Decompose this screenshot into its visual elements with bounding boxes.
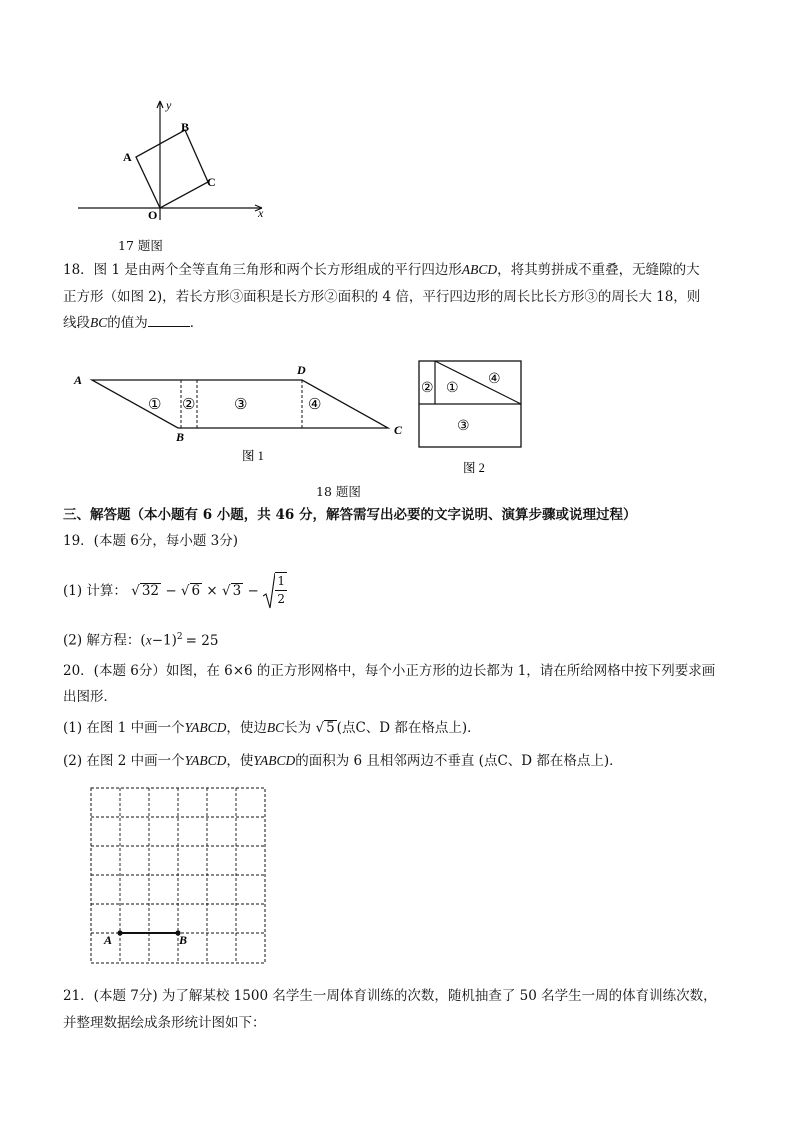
y-axis-label: y [166, 98, 172, 112]
q19-p2-exponent: 2 [176, 632, 183, 642]
q18-line-1 [63, 260, 700, 280]
fig18-point-c: C [394, 423, 403, 437]
sq-region-2: ② [421, 381, 434, 396]
q19-part-2: (2) 解方程：$(x-1)^2 = 25$ [63, 632, 219, 649]
q19-radical-icon [263, 572, 275, 610]
q19-heading: 19．(本题 6分，每小题 3分) [63, 533, 238, 549]
q20-p1-bc: BC [266, 720, 285, 735]
fig18-point-b: B [176, 430, 185, 444]
square-oabc [136, 130, 208, 208]
fig18-region-3: ③ [234, 397, 248, 413]
fig18-region-4: ④ [308, 397, 322, 413]
q20-p1-suffix: (点C、D 都在格点上)． [336, 720, 481, 736]
point-a-dot [117, 930, 122, 935]
q18-bc: BC [90, 315, 108, 330]
q20-p2-prefix: (2) 在图 2 中画一个 [63, 753, 185, 769]
q19-p1-label: (1) 计算： [63, 583, 127, 599]
fig18-fig1-label: 图 1 [242, 449, 264, 463]
q19-part-1: (1) 计算： √ 32 − √ 6 × √ 3 − $\frac{1}{2}$ [63, 572, 287, 612]
sq-region-3: ③ [457, 419, 470, 434]
q21-line-1: 21．(本题 7分) 为了解某校 1500 名学生一周体育训练的次数，随机抽查了 50 名学生一周的体育训练次数， [63, 988, 717, 1004]
q20-p1-len: 长为 [284, 720, 312, 736]
q18-line-3-end: ． [189, 315, 204, 331]
q19-p2-label: (2) 解方程： [63, 632, 141, 649]
q19-frac-den: 2 [277, 592, 285, 606]
q20-p1-prefix: (1) 在图 1 中画一个 [63, 720, 185, 736]
figure-17-coordinate-diagram [70, 95, 280, 225]
q20-p1-par: YABCD [184, 720, 227, 735]
figure-18-1-parallelogram [70, 360, 415, 465]
point-a-label: A [123, 150, 132, 164]
q20-part-2 [63, 751, 623, 771]
q20-part-1: (1) 在图 1 中画一个YABCD，使边BC长为 √ 5 (点C、D 都在格点上)． [63, 720, 481, 736]
q20-p2-mid: ，使 [226, 753, 254, 769]
q18-line-3-suffix: 的值为 [107, 315, 148, 331]
q19-sqrt-32: 32 [141, 583, 160, 599]
q20-p1-mid: ，使边 [226, 720, 267, 736]
q18-line-3 [63, 312, 203, 333]
point-b-label: B [181, 120, 190, 134]
q18-line-2: 正方形（如图 2)，若长方形③面积是长方形②面积的 4 倍，平行四边形的周长比长方形③的周长大 18，则 [63, 289, 701, 305]
sq-region-1: ① [446, 381, 459, 396]
q18-answer-blank[interactable] [148, 312, 190, 327]
q19-p2-x: x [145, 632, 152, 648]
q19-sqrt-3: 3 [232, 583, 242, 599]
q18-abcd: ABCD [461, 262, 498, 277]
x-axis-label: x [258, 206, 264, 220]
figure-18-2-square [415, 356, 530, 481]
fig18-region-1: ① [148, 397, 162, 413]
q20-p1-root: 5 [326, 720, 335, 736]
fig18-fig2-label: 图 2 [463, 461, 485, 475]
q18-line-3-prefix: 线段 [63, 315, 90, 331]
fig18-point-a: A [74, 373, 83, 387]
figure-18-caption: 18 题图 [316, 484, 361, 499]
q19-sqrt-6: 6 [191, 583, 201, 599]
q20-line-2: 出图形． [63, 689, 117, 705]
section-3-heading: 三、解答题（本小题有 6 小题，共 46 分，解答需写出必要的文字说明、演算步骤或说理过程） [63, 507, 637, 523]
q21-line-2: 并整理数据绘成条形统计图如下： [63, 1015, 266, 1031]
q20-p2-par: YABCD [184, 753, 227, 768]
fig18-region-2: ② [182, 397, 196, 413]
figure-17-caption: 17 题图 [118, 238, 163, 253]
origin-label: O [148, 208, 158, 222]
grid-label-b: B [179, 933, 188, 947]
q18-line-1-prefix: 18．图 1 是由两个全等直角三角形和两个长方形组成的平行四边形 [63, 262, 462, 278]
q18-line-1-suffix: ，将其剪拼成不重叠，无缝隙的大 [497, 262, 700, 278]
q20-line-1: 20．(本题 6分）如图，在 6×6 的正方形网格中，每个小正方形的边长都为 1，请在所给网格中按下列要求画 [63, 663, 716, 679]
fig18-point-d: D [297, 363, 306, 377]
grid-label-a: A [104, 933, 113, 947]
q19-p2-minus1: −1 [151, 632, 172, 649]
point-c-label: C [207, 175, 216, 189]
q19-frac-num: 1 [275, 573, 287, 591]
q20-p2-suffix: 的面积为 6 且相邻两边不垂直 (点C、D 都在格点上)． [295, 753, 623, 769]
q20-p2-par2: YABCD [253, 753, 296, 768]
q20-grid[interactable] [85, 783, 275, 968]
sq-region-4: ④ [488, 372, 501, 387]
q19-p2-rhs: = 25 [185, 632, 219, 649]
